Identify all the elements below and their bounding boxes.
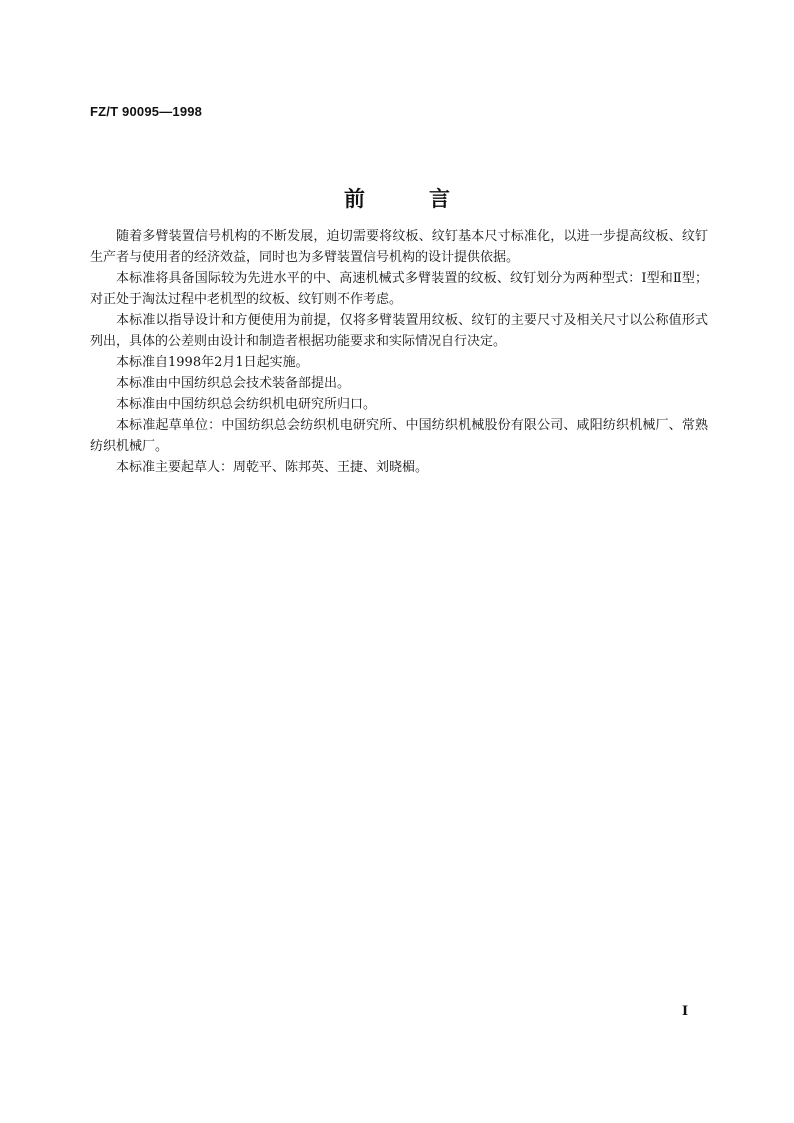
paragraph-6: 本标准由中国纺织总会纺织机电研究所归口。 xyxy=(116,397,377,412)
foreword-body xyxy=(90,226,708,478)
document-code: FZ/T 90095—1998 xyxy=(90,104,203,119)
paragraph-8: 本标准主要起草人：周乾平、陈邦英、王捷、刘晓楣。 xyxy=(116,460,429,475)
page-number: Ⅰ xyxy=(682,1004,689,1019)
paragraph-5: 本标准由中国纺织总会技术装备部提出。 xyxy=(116,376,351,391)
paragraph-2: 本标准将具备国际较为先进水平的中、高速机械式多臂装置的纹板、纹钉划分为两种型式：Ⅰ型和Ⅱ型；对正处于淘汰过程中老机型的纹板、纹钉则不作考虑。 xyxy=(90,271,708,307)
paragraph-1: 随着多臂装置信号机构的不断发展，迫切需要将纹板、纹钉基本尺寸标准化，以进一步提高纹板、纹钉生产者与使用者的经济效益，同时也为多臂装置信号机构的设计提供依据。 xyxy=(90,229,708,265)
paragraph-4: 本标准自1998年2月1日起实施。 xyxy=(116,355,309,370)
paragraph-7: 本标准起草单位：中国纺织总会纺织机电研究所、中国纺织机械股份有限公司、咸阳纺织机械厂、常熟纺织机械厂。 xyxy=(90,418,708,454)
page-title: 前言 xyxy=(344,187,514,211)
paragraph-3: 本标准以指导设计和方便使用为前提，仅将多臂装置用纹板、纹钉的主要尺寸及相关尺寸以公称值形式列出，具体的公差则由设计和制造者根据功能要求和实际情况自行决定。 xyxy=(90,313,708,349)
